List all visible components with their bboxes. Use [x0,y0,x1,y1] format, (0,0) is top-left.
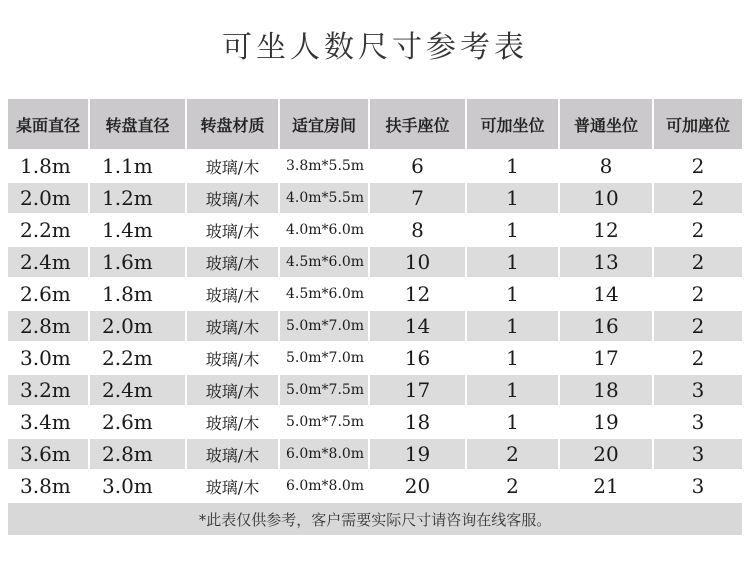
turntable-diameter-cell: 1.6m [90,247,185,277]
extra-seats-2-cell: 2 [654,311,742,341]
extra-seats-2-cell: 3 [654,439,742,469]
regular-seats-cell: 13 [560,247,652,277]
table-row [8,343,742,373]
extra-seats-cell: 1 [467,311,558,341]
armchair-seats-cell: 6 [370,151,465,181]
turntable-material-cell: 玻璃/木 [187,439,278,469]
table-diameter-cell: 3.8m [8,471,88,501]
table-header-row [8,99,742,149]
extra-seats-cell: 1 [467,343,558,373]
armchair-seats-cell: 14 [370,311,465,341]
table-diameter-cell: 1.8m [8,151,88,181]
room-size-cell: 3.8m*5.5m [280,151,368,181]
extra-seats-2-cell: 2 [654,279,742,309]
note-row [8,503,742,535]
turntable-material-cell: 玻璃/木 [187,311,278,341]
regular-seats-cell: 16 [560,311,652,341]
turntable-material-cell: 玻璃/木 [187,375,278,405]
armchair-seats-cell: 8 [370,215,465,245]
extra-seats-2-cell: 2 [654,151,742,181]
table-row [8,183,742,213]
regular-seats-cell: 14 [560,279,652,309]
room-size-cell: 4.5m*6.0m [280,279,368,309]
extra-seats-cell: 2 [467,439,558,469]
turntable-diameter-cell: 2.4m [90,375,185,405]
table-diameter-header: 桌面直径 [8,99,88,149]
turntable-diameter-cell: 2.8m [90,439,185,469]
room-size-cell: 5.0m*7.0m [280,343,368,373]
table-row [8,215,742,245]
regular-seats-cell: 8 [560,151,652,181]
table-row [8,471,742,501]
turntable-diameter-cell: 2.6m [90,407,185,437]
room-size-header: 适宜房间 [280,99,368,149]
table-diameter-cell: 2.8m [8,311,88,341]
table-diameter-cell: 3.4m [8,407,88,437]
room-size-cell: 6.0m*8.0m [280,471,368,501]
size-table [6,97,744,537]
regular-seats-cell: 20 [560,439,652,469]
extra-seats-cell: 1 [467,407,558,437]
extra-seats-2-cell: 2 [654,343,742,373]
room-size-cell: 5.0m*7.5m [280,407,368,437]
table-row [8,311,742,341]
regular-seats-header: 普通坐位 [560,99,652,149]
regular-seats-cell: 10 [560,183,652,213]
armchair-seats-cell: 20 [370,471,465,501]
extra-seats-2-cell: 3 [654,407,742,437]
room-size-cell: 6.0m*8.0m [280,439,368,469]
armchair-seats-cell: 18 [370,407,465,437]
extra-seats-cell: 1 [467,183,558,213]
extra-seats-cell: 1 [467,215,558,245]
turntable-material-cell: 玻璃/木 [187,407,278,437]
table-diameter-cell: 2.2m [8,215,88,245]
turntable-material-header: 转盘材质 [187,99,278,149]
room-size-cell: 5.0m*7.0m [280,311,368,341]
turntable-diameter-cell: 1.1m [90,151,185,181]
extra-seats-cell: 1 [467,151,558,181]
turntable-material-cell: 玻璃/木 [187,247,278,277]
table-diameter-cell: 2.0m [8,183,88,213]
room-size-cell: 4.0m*5.5m [280,183,368,213]
turntable-material-cell: 玻璃/木 [187,151,278,181]
extra-seats-cell: 1 [467,279,558,309]
footnote: *此表仅供参考，客户需要实际尺寸请咨询在线客服。 [8,503,742,535]
armchair-seats-cell: 17 [370,375,465,405]
turntable-material-cell: 玻璃/木 [187,343,278,373]
turntable-material-cell: 玻璃/木 [187,183,278,213]
room-size-cell: 4.5m*6.0m [280,247,368,277]
turntable-material-cell: 玻璃/木 [187,279,278,309]
extra-seats-cell: 1 [467,247,558,277]
armchair-seats-cell: 16 [370,343,465,373]
size-table-container [6,97,744,537]
extra-seats-2-cell: 2 [654,183,742,213]
turntable-diameter-cell: 1.4m [90,215,185,245]
regular-seats-cell: 12 [560,215,652,245]
table-body [8,151,742,501]
turntable-diameter-cell: 2.0m [90,311,185,341]
extra-seats-2-cell: 3 [654,375,742,405]
extra-seats-2-cell: 2 [654,247,742,277]
turntable-diameter-cell: 1.2m [90,183,185,213]
turntable-diameter-header: 转盘直径 [90,99,185,149]
regular-seats-cell: 19 [560,407,652,437]
table-diameter-cell: 2.6m [8,279,88,309]
armchair-seats-cell: 19 [370,439,465,469]
armchair-seats-header: 扶手座位 [370,99,465,149]
turntable-diameter-cell: 2.2m [90,343,185,373]
armchair-seats-cell: 7 [370,183,465,213]
table-diameter-cell: 3.2m [8,375,88,405]
regular-seats-cell: 18 [560,375,652,405]
turntable-material-cell: 玻璃/木 [187,471,278,501]
table-row [8,375,742,405]
room-size-cell: 5.0m*7.5m [280,375,368,405]
table-diameter-cell: 3.6m [8,439,88,469]
extra-seats-cell: 2 [467,471,558,501]
extra-seats-2-cell: 2 [654,215,742,245]
table-row [8,151,742,181]
extra-seats-2-cell: 3 [654,471,742,501]
table-diameter-cell: 2.4m [8,247,88,277]
turntable-diameter-cell: 3.0m [90,471,185,501]
table-row [8,247,742,277]
room-size-cell: 4.0m*6.0m [280,215,368,245]
page-title: 可坐人数尺寸参考表 [222,30,528,65]
armchair-seats-cell: 12 [370,279,465,309]
table-diameter-cell: 3.0m [8,343,88,373]
armchair-seats-cell: 10 [370,247,465,277]
extra-seats-header: 可加坐位 [467,99,558,149]
table-row [8,279,742,309]
turntable-diameter-cell: 1.8m [90,279,185,309]
regular-seats-cell: 17 [560,343,652,373]
extra-seats-2-header: 可加座位 [654,99,742,149]
table-row [8,407,742,437]
regular-seats-cell: 21 [560,471,652,501]
turntable-material-cell: 玻璃/木 [187,215,278,245]
table-row [8,439,742,469]
extra-seats-cell: 1 [467,375,558,405]
